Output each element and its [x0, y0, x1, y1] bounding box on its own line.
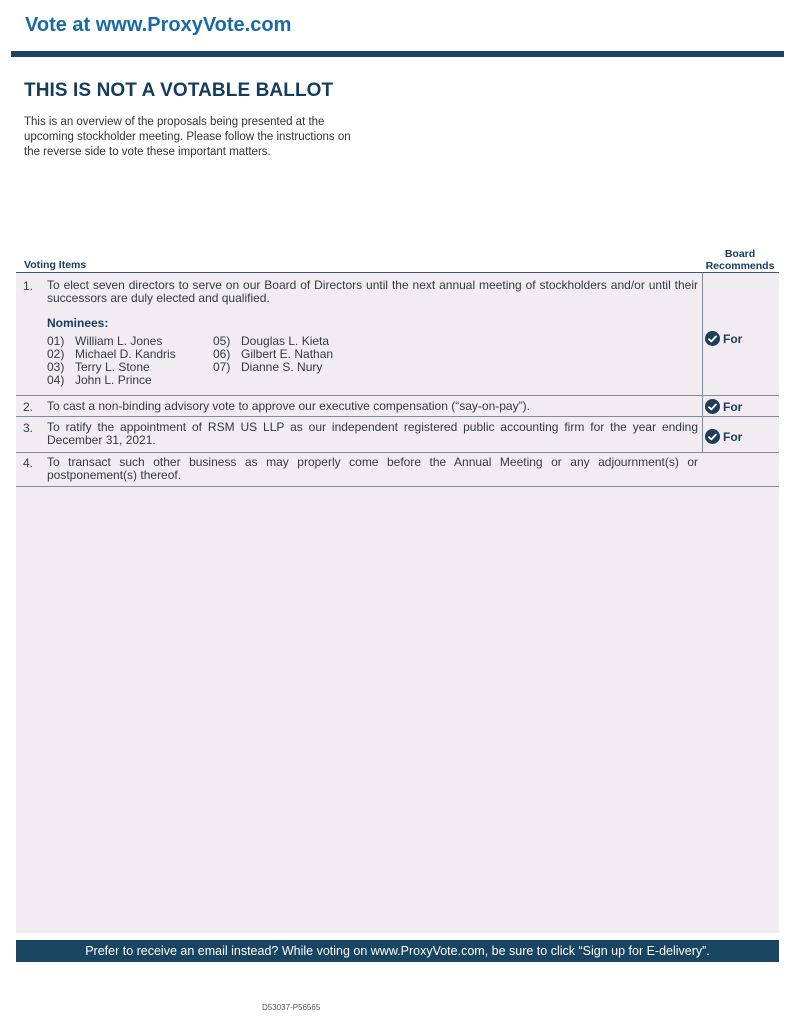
recommendation-label: For [723, 399, 743, 414]
nominee [47, 374, 152, 387]
nominee-number: 03) [47, 360, 65, 374]
page-title: THIS IS NOT A VOTABLE BALLOT [24, 80, 334, 101]
nominee-number: 01) [47, 334, 65, 348]
recommendation-label: For [723, 331, 743, 346]
nominee-number: 05) [213, 334, 231, 348]
voting-item-3 [16, 417, 779, 453]
intro-line: the reverse side to vote these important matters. [24, 146, 271, 158]
item-text: To cast a non-binding advisory vote to approve our executive compensation (“say-on-pay”). [47, 399, 530, 413]
intro-line: This is an overview of the proposals being presented at the [24, 116, 325, 128]
board-recommends-header [700, 248, 780, 272]
nominee-name: Michael D. Kandris [75, 347, 176, 361]
checkmark-icon [705, 331, 720, 346]
item-text: To transact such other business as may properly come before the Annual Meeting or any adjournment(s) or postponement(s) thereof. [47, 455, 698, 482]
nominee-name: William L. Jones [75, 334, 163, 348]
site-title: Vote at www.ProxyVote.com [25, 14, 292, 36]
board-header-line: Recommends [705, 260, 775, 272]
column-divider [702, 273, 703, 395]
nominee-name: Douglas L. Kieta [241, 334, 330, 348]
item-number: 1. [23, 279, 34, 293]
intro-text [24, 115, 396, 160]
nominee-number: 04) [47, 373, 65, 387]
voting-items-header: Voting Items [24, 259, 87, 271]
nominees-title: Nominees: [47, 316, 109, 330]
board-recommendation [705, 429, 742, 444]
nominee-name: Terry L. Stone [75, 360, 150, 374]
voting-item-1 [16, 273, 779, 396]
voting-item-2 [16, 396, 779, 417]
intro-line: upcoming stockholder meeting. Please follow the instructions on [24, 131, 351, 143]
nominee-name: Gilbert E. Nathan [241, 347, 334, 361]
item-number: 2. [23, 400, 34, 414]
column-divider [702, 396, 703, 416]
e-delivery-banner: Prefer to receive an email instead? While voting on www.ProxyVote.com, be sure to click “Sign up for E-delivery”. [16, 940, 779, 962]
header-rule [11, 51, 784, 57]
board-recommendation [705, 331, 742, 346]
nominee-number: 02) [47, 347, 65, 361]
nominee-name: John L. Prince [75, 373, 152, 387]
item-number: 4. [23, 456, 34, 470]
board-recommendation [705, 399, 742, 414]
nominee-number: 06) [213, 347, 231, 361]
item-number: 3. [23, 421, 34, 435]
checkmark-icon [705, 399, 720, 414]
recommendation-label: For [723, 429, 743, 444]
voting-item-4 [16, 453, 779, 487]
nominee [213, 361, 322, 374]
item-text: To ratify the appointment of RSM US LLP as our independent registered public accounting firm for the year ending December 31, 2021. [47, 420, 698, 447]
column-divider [702, 417, 703, 452]
board-header-line: Board [724, 248, 756, 260]
nominee-number: 07) [213, 360, 231, 374]
checkmark-icon [705, 429, 720, 444]
document-code: D53037-P56565 [262, 1003, 321, 1012]
item-text: To elect seven directors to serve on our Board of Directors until the next annual meeting of stockholders and/or until their successors are duly elected and qualified. [47, 278, 698, 305]
nominee-name: Dianne S. Nury [241, 360, 323, 374]
